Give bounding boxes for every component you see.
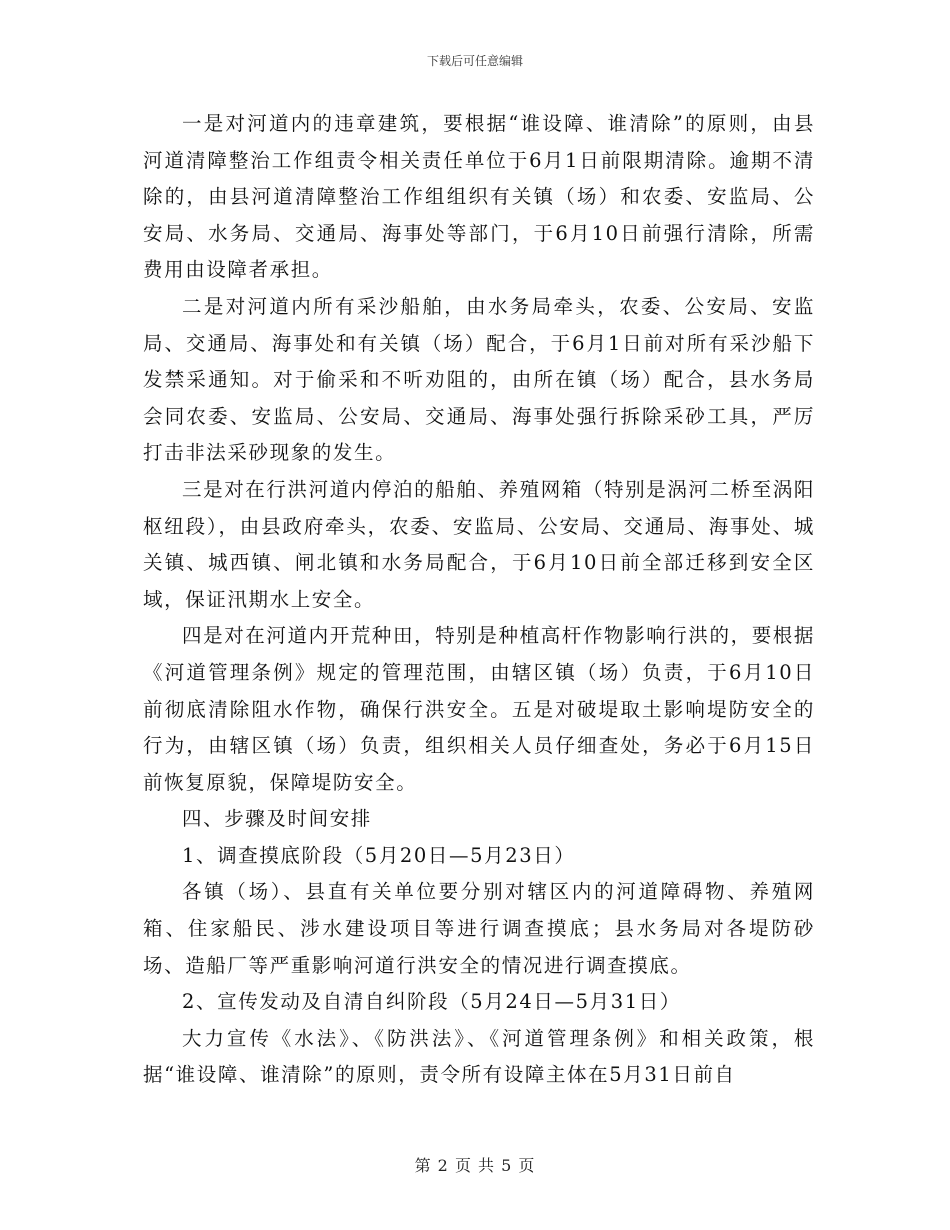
paragraph-illegal-buildings: 一是对河道内的违章建筑，要根据“谁设障、谁清除”的原则，由县河道清障整治工作组责令相关责任单位于6月1日前限期清除。逾期不清除的，由县河道清障整治工作组组织有关镇（场）和农委、安监局、公安局、水务局、交通局、海事处等部门，于6月10日前强行清除，所需费用由设障者承担。	[143, 112, 815, 282]
page-number: 第 2 页 共 5 页	[414, 1156, 536, 1175]
paragraph-survey-phase: 各镇（场）、县直有关单位要分别对辖区内的河道障碍物、养殖网箱、住家船民、涉水建设项目等进行调查摸底；县水务局对各堤防砂场、造船厂等严重影响河道行洪安全的情况进行调查摸底。	[143, 880, 815, 977]
paragraph-farming-and-dike-soil: 四是对在河道内开荒种田，特别是种植高杆作物影响行洪的，要根据《河道管理条例》规定的管理范围，由辖区镇（场）负责，于6月10日前彻底清除阻水作物，确保行洪安全。五是对破堤取土影响堤防安全的行为，由辖区镇（场）负责，组织相关人员仔细查处，务必于6月15日前恢复原貌，保障堤防安全。	[143, 624, 816, 794]
subheading-publicity-phase: 2、宣传发动及自清自纠阶段（5月24日—5月31日）	[182, 990, 681, 1014]
subheading-survey-phase: 1、调查摸底阶段（5月20日—5月23日）	[182, 843, 576, 867]
paragraph-sand-mining-ships: 二是对河道内所有采沙船舶，由水务局牵头，农委、公安局、安监局、交通局、海事处和有关镇（场）配合，于6月1日前对所有采沙船下发禁采通知。对于偷采和不听劝阻的，由所在镇（场）配合，县水务局会同农委、安监局、公安局、交通局、海事处强行拆除采砂工具，严厉打击非法采砂现象的发生。	[143, 294, 815, 465]
paragraph-publicity-phase: 大力宣传《水法》、《防洪法》、《河道管理条例》和相关政策，根据“谁设障、谁清除”的原则，责令所有设障主体在5月31日前自	[143, 1026, 815, 1087]
paragraph-moored-ships-net-cages: 三是对在行洪河道内停泊的船舶、养殖网箱（特别是涡河二桥至涡阳枢纽段），由县政府牵头，农委、安监局、公安局、交通局、海事处、城关镇、城西镇、闸北镇和水务局配合，于6月10日前全部迁移到安全区域，保证汛期水上安全。	[143, 477, 816, 611]
page-header-note: 下载后可任意编辑	[426, 54, 523, 68]
document-body	[143, 106, 815, 1094]
section-heading-steps-schedule: 四、步骤及时间安排	[182, 807, 372, 831]
